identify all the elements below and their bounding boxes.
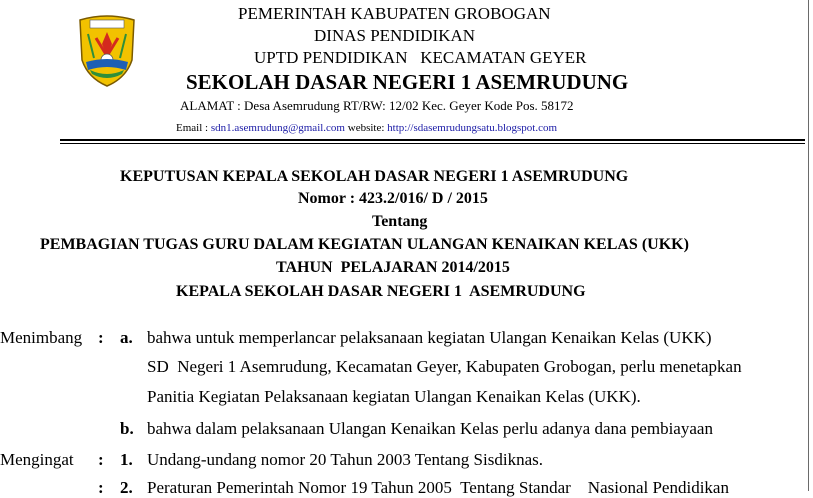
point-2-line: Peraturan Pemerintah Nomor 19 Tahun 2005 Tentang Standar Nasional Pendidikan <box>147 478 729 497</box>
mengingat-colon: : <box>98 450 104 469</box>
point-b-marker: b. <box>120 419 134 438</box>
email-label: Email : <box>176 122 211 134</box>
point-1-line: Undang-undang nomor 20 Tahun 2003 Tentang Sisdiknas. <box>147 450 543 469</box>
letterhead-line2: DINAS PENDIDIKAN <box>314 26 476 45</box>
regency-emblem-icon <box>76 12 138 88</box>
mengingat-label: Mengingat <box>0 450 74 469</box>
page-edge <box>808 0 813 491</box>
menimbang-label: Menimbang <box>0 328 83 347</box>
point-a-line1: bahwa untuk memperlancar pelaksanaan kegiatan Ulangan Kenaikan Kelas (UKK) <box>147 328 712 347</box>
email-link[interactable]: sdn1.asemrudung@gmail.com <box>210 122 345 134</box>
website-link[interactable]: http://sdasemrudungsatu.blogspot.com <box>387 122 558 134</box>
letterhead-divider <box>60 139 805 141</box>
school-address: ALAMAT : Desa Asemrudung RT/RW: 12/02 Kec. Geyer Kode Pos. 58172 <box>180 98 574 113</box>
point-1-marker: 1. <box>120 450 133 469</box>
contact-line <box>176 122 557 134</box>
decree-title: KEPUTUSAN KEPALA SEKOLAH DASAR NEGERI 1 ASEMRUDUNG <box>120 168 629 185</box>
decree-number: Nomor : 423.2/016/ D / 2015 <box>298 190 488 207</box>
decree-subject-line1: PEMBAGIAN TUGAS GURU DALAM KEGIATAN ULANGAN KENAIKAN KELAS (UKK) <box>40 236 689 253</box>
school-name: SEKOLAH DASAR NEGERI 1 ASEMRUDUNG <box>186 70 629 94</box>
point-a-line2: SD Negeri 1 Asemrudung, Kecamatan Geyer, Kabupaten Grobogan, perlu menetapkan <box>147 357 742 376</box>
letterhead-divider-thin <box>60 143 805 144</box>
point-2-colon: : <box>98 478 104 497</box>
decree-subject-line2: TAHUN PELAJARAN 2014/2015 <box>276 259 510 276</box>
decree-issuer: KEPALA SEKOLAH DASAR NEGERI 1 ASEMRUDUNG <box>176 283 586 300</box>
point-2-marker: 2. <box>120 478 133 497</box>
point-b-line1: bahwa dalam pelaksanaan Ulangan Kenaikan Kelas perlu adanya dana pembiayaan <box>147 419 713 438</box>
menimbang-colon: : <box>98 328 104 347</box>
decree-about: Tentang <box>372 213 428 230</box>
website-label: website: <box>345 122 388 134</box>
point-a-marker: a. <box>120 328 133 347</box>
letterhead-line3: UPTD PENDIDIKAN KECAMATAN GEYER <box>254 48 587 67</box>
point-a-line3: Panitia Kegiatan Pelaksanaan kegiatan Ulangan Kenaikan Kelas (UKK). <box>147 387 641 406</box>
letterhead-line1: PEMERINTAH KABUPATEN GROBOGAN <box>238 4 551 23</box>
